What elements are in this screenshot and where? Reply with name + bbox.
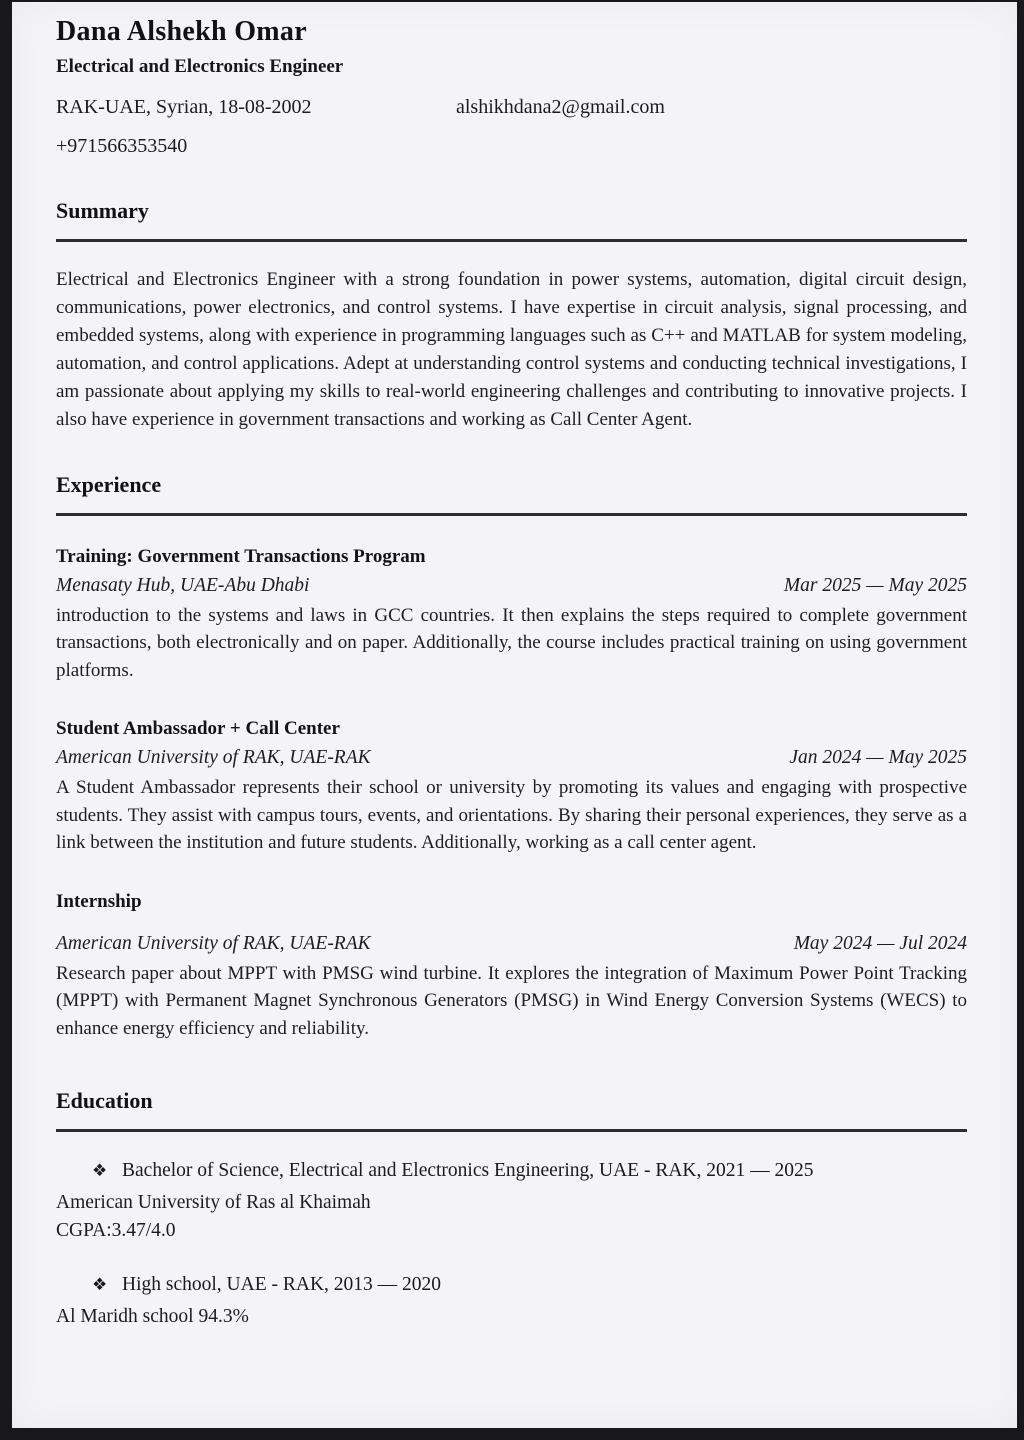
job-meta-row — [56, 575, 967, 597]
education-entry — [56, 1274, 967, 1328]
summary-heading: Summary — [56, 198, 149, 223]
job-company: American University of RAK, UAE-RAK — [56, 747, 371, 769]
job-meta-row — [56, 747, 967, 769]
job-dates: May 2024 — Jul 2024 — [793, 932, 967, 954]
resume-header — [56, 16, 967, 158]
experience-heading: Experience — [56, 471, 162, 497]
candidate-title: Electrical and Electronics Engineer — [56, 56, 344, 77]
job-entry — [56, 891, 967, 1043]
education-degree-line — [56, 1160, 967, 1182]
education-degree: Bachelor of Science, Electrical and Electronics Engineering, UAE - RAK, 2021 — 2025 — [122, 1160, 814, 1182]
job-dates: Mar 2025 — May 2025 — [783, 574, 967, 596]
job-title: Student Ambassador + Call Center — [56, 718, 340, 740]
education-entry — [56, 1160, 967, 1242]
job-company: American University of RAK, UAE-RAK — [56, 932, 371, 954]
job-description: Research paper about MPPT with PMSG wind turbine. It explores the integration of Maximum Power Point Tracking (MPPT) with Permanent Magnet Synchronous Generators (PMSG) in Wind Energy Conversion Systems (WECS) to enhance energy efficiency and reliability. — [56, 962, 967, 1039]
job-title: Internship — [56, 890, 142, 912]
job-entry — [56, 718, 967, 857]
education-heading: Education — [56, 1088, 153, 1114]
job-title: Training: Government Transactions Program — [56, 545, 426, 567]
job-description: introduction to the systems and laws in GCC countries. It then explains the steps required to complete government transactions, both electronically and on paper. Additionally, the course includes practical training on using government platforms. — [56, 604, 967, 681]
contact-row — [56, 96, 967, 119]
summary-section — [56, 198, 967, 434]
education-school: Al Maridh school 94.3% — [56, 1306, 249, 1328]
diamond-bullet-icon: ❖ — [92, 1161, 108, 1181]
job-entry — [56, 546, 967, 685]
resume-page — [12, 2, 1017, 1428]
section-divider — [56, 239, 967, 242]
education-degree-line — [56, 1274, 967, 1296]
section-divider — [56, 1129, 967, 1132]
job-description: A Student Ambassador represents their school or university by promoting its values and engaging with prospective students. They assist with campus tours, events, and orientations. By sharing their personal experiences, they serve as a link between the institution and future students. Additionally, working as a call center agent. — [56, 777, 967, 854]
contact-email: alshikhdana2@gmail.com — [456, 96, 665, 118]
experience-section — [56, 472, 967, 1043]
diamond-bullet-icon: ❖ — [92, 1275, 108, 1295]
contact-location: RAK-UAE, Syrian, 18-08-2002 — [56, 96, 312, 118]
education-section — [56, 1088, 967, 1328]
summary-text: Electrical and Electronics Engineer with a strong foundation in power systems, automation, digital circuit design, communications, power electronics, and control systems. I have expertise in circuit analysis, signal processing, and embedded systems, along with experience in programming languages such as C++ and MATLAB for system modeling, automation, and control applications. Adept at understanding control systems and conducting technical investigations, I am passionate about applying my skills to real-world engineering challenges and contributing to innovative projects. I also have experience in government transactions and working as Call Center Agent. — [56, 269, 967, 430]
candidate-name: Dana Alshekh Omar — [56, 16, 307, 47]
education-school: American University of Ras al Khaimah — [56, 1192, 371, 1214]
job-meta-row — [56, 933, 967, 955]
education-gpa: CGPA:3.47/4.0 — [56, 1220, 176, 1242]
contact-phone: +971566353540 — [56, 135, 188, 157]
job-dates: Jan 2024 — May 2025 — [789, 747, 967, 769]
education-degree: High school, UAE - RAK, 2013 — 2020 — [122, 1274, 442, 1296]
job-company: Menasaty Hub, UAE-Abu Dhabi — [56, 574, 310, 596]
section-divider — [56, 513, 967, 516]
